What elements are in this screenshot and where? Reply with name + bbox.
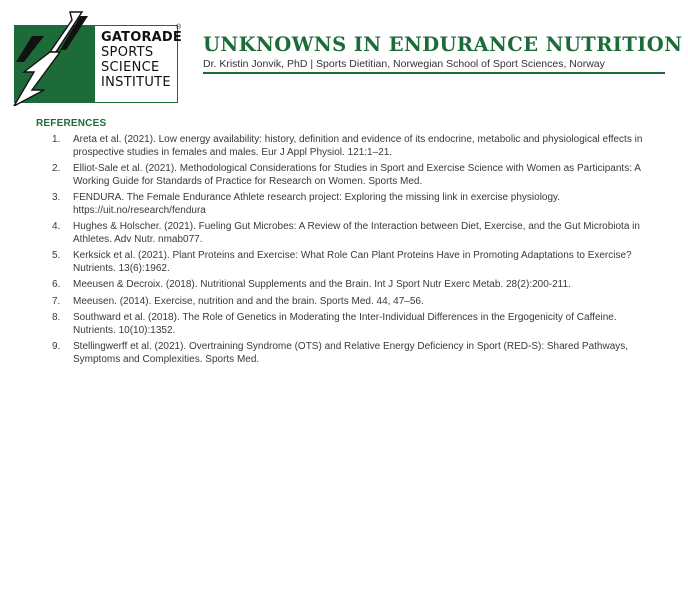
reference-text: Meeusen & Decroix. (2018). Nutritional Supplements and the Brain. Int J Sport Nutr Exerc Metab. 28(2):200-211.	[73, 279, 571, 290]
reference-item	[48, 250, 648, 275]
reference-item	[48, 221, 648, 246]
registered-mark: ®	[176, 24, 182, 31]
reference-item	[48, 279, 648, 292]
reference-text: Hughes & Holscher. (2021). Fueling Gut Microbes: A Review of the Interaction between Diet, Exercise, and the Gut Microbiota in Athletes. Adv Nutr. nmab077.	[73, 221, 640, 245]
reference-text: Stellingwerff et al. (2021). Overtraining Syndrome (OTS) and Relative Energy Deficiency in Sport (RED-S): Shared Pathways, Symptoms and Complexities. Sports Med.	[73, 341, 629, 365]
reference-text: Areta et al. (2021). Low energy availability: history, definition and evidence of its endocrine, metabolic and physiological effects in prospective studies in females and males. Eur J Appl Physiol. 121:1–21.	[73, 134, 643, 158]
logo-line-gatorade: GATORADE	[101, 30, 182, 45]
reference-number: 9.	[52, 341, 61, 352]
references-list	[48, 134, 648, 370]
reference-text: Meeusen. (2014). Exercise, nutrition and and the brain. Sports Med. 44, 47–56.	[73, 295, 424, 307]
logo-wordmark	[101, 30, 182, 90]
reference-number: 1.	[52, 134, 61, 145]
reference-item	[48, 312, 648, 337]
header-divider	[203, 72, 665, 74]
references-heading: REFERENCES	[36, 118, 107, 129]
reference-item	[48, 134, 648, 159]
reference-number: 6.	[52, 279, 61, 290]
author-line: Dr. Kristin Jonvik, PhD | Sports Dietitian, Norwegian School of Sport Sciences, Norway	[203, 58, 605, 70]
reference-number: 5.	[52, 250, 61, 261]
reference-item	[48, 296, 648, 309]
reference-item	[48, 163, 648, 188]
reference-number: 2.	[52, 163, 61, 174]
reference-text: Southward et al. (2018). The Role of Genetics in Moderating the Inter-Individual Differences in the Ergogenicity of Caffeine. Nutrients. 10(10):1352.	[73, 312, 617, 336]
reference-text: Elliot-Sale et al. (2021). Methodological Considerations for Studies in Sport and Exercise Science with Women as Participants: A Working Guide for Standards of Practice for Research on Women. Sports Med.	[73, 163, 641, 187]
logo-line-science: SCIENCE	[101, 60, 160, 75]
reference-number: 7.	[52, 295, 61, 307]
reference-number: 8.	[52, 312, 61, 323]
reference-text: FENDURA. The Female Endurance Athlete research project: Exploring the missing link in exercise physiology. https://uit.no/research/fendura	[73, 192, 561, 216]
logo-line-institute: INSTITUTE	[101, 75, 171, 90]
gssi-logo	[10, 10, 186, 106]
reference-item	[48, 341, 648, 366]
reference-item	[48, 192, 648, 217]
reference-text: Kerksick et al. (2021). Plant Proteins and Exercise: What Role Can Plant Proteins Have in Promoting Adaptations to Exercise? Nutrients. 13(6):1962.	[73, 250, 632, 274]
reference-number: 3.	[52, 192, 61, 203]
logo-line-sports: SPORTS	[101, 45, 154, 60]
lightning-bolt-icon	[10, 10, 90, 106]
reference-number: 4.	[52, 221, 61, 232]
page-title: UNKNOWNS IN ENDURANCE NUTRITION	[203, 33, 683, 56]
